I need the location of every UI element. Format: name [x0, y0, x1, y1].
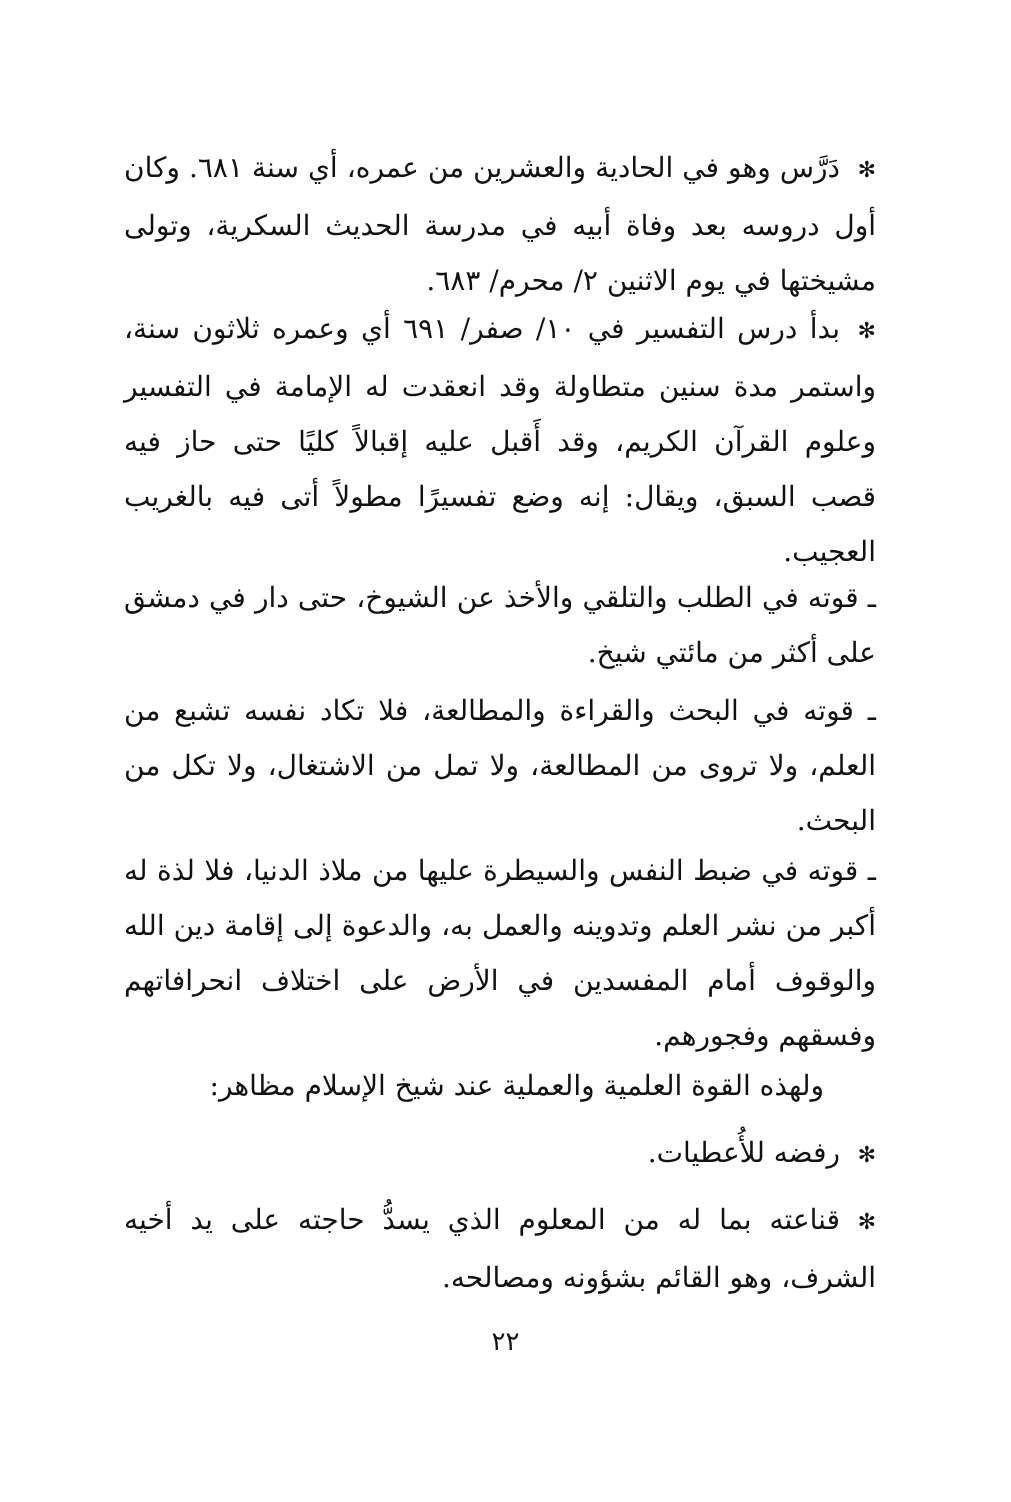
- paragraph-3-text: ـ قوته في الطلب والتلقي والأخذ عن الشيوخ، حتى دار في دمشق على أكثر من مائتي شيخ.: [124, 581, 876, 669]
- paragraph-5: [124, 843, 876, 1063]
- paragraph-7: [124, 1125, 876, 1183]
- paragraph-7-text: رفضه للأُعطيات.: [647, 1136, 840, 1169]
- paragraph-1-text: دَرَّس وهو في الحادية والعشرين من عمره، أي سنة ٦٨١. وكان أول دروسه بعد وفاة أبيه في مدرسة الحديث السكرية، وتولى مشيختها في يوم الاثنين ٢/ محرم/ ٦٨٣.: [124, 151, 877, 297]
- paragraph-1: [124, 140, 876, 308]
- page-number: ٢٢: [491, 1327, 520, 1357]
- paragraph-5-text: ـ قوته في ضبط النفس والسيطرة عليها من ملاذ الدنيا، فلا لذة له أكبر من نشر العلم وتدوينه والعمل به، والدعوة إلى إقامة دين الله والوقوف أمام المفسدين في الأرض على اختلاف انحرافاتهم وفسقهم وفجورهم.: [124, 854, 876, 1052]
- paragraph-8: [124, 1192, 876, 1305]
- asterisk-bullet-icon: ✻: [857, 319, 876, 344]
- asterisk-bullet-icon: ✻: [857, 1210, 876, 1235]
- paragraph-8-text: قناعته بما له من المعلوم الذي يسدُّ حاجته على يد أخيه الشرف، وهو القائم بشؤونه ومصالحه.: [124, 1203, 876, 1294]
- paragraph-2-text: بدأ درس التفسير في ١٠/ صفر/ ٦٩١ أي وعمره ثلاثون سنة، واستمر مدة سنين متطاولة وقد انعقدت له الإمامة في التفسير وعلوم القرآن الكريم، وقد أَقبل عليه إقبالاً كليًا حتى حاز فيه قصب السبق، ويقال: إنه وضع تفسيرًا مطولاً أتى فيه بالغريب العجيب.: [124, 312, 876, 568]
- paragraph-3: [124, 570, 876, 680]
- asterisk-bullet-icon: ✻: [857, 158, 877, 183]
- paragraph-6: [124, 1058, 876, 1113]
- paragraph-4: [124, 683, 876, 848]
- paragraph-2: [124, 301, 876, 579]
- paragraph-6-text: ولهذه القوة العلمية والعملية عند شيخ الإسلام مظاهر:: [209, 1069, 824, 1102]
- paragraph-4-text: ـ قوته في البحث والقراءة والمطالعة، فلا تكاد نفسه تشبع من العلم، ولا تروى من المطالعة، ولا تمل من الاشتغال، ولا تكل من البحث.: [124, 694, 876, 837]
- asterisk-bullet-icon: ✻: [857, 1143, 876, 1168]
